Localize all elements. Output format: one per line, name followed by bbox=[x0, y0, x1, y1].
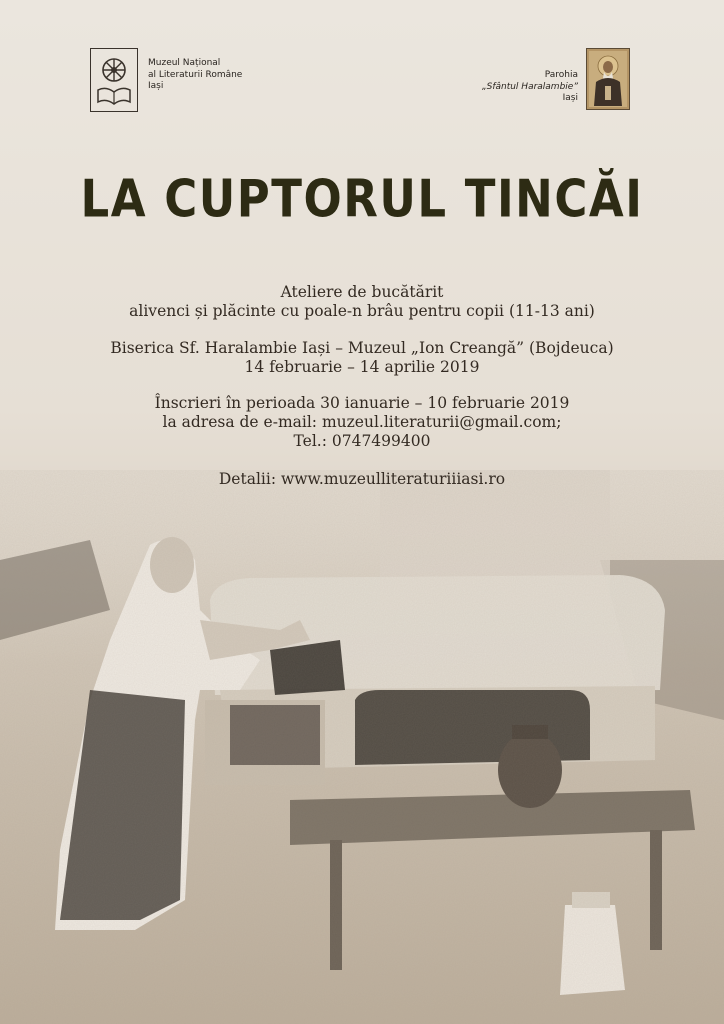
dates-line: 14 februarie – 14 aprilie 2019 bbox=[244, 358, 480, 376]
parish-name-line: Iași bbox=[562, 93, 578, 103]
museum-name-line: Iași bbox=[148, 81, 164, 91]
details-link[interactable]: Detalii: www.muzeulliteraturiiiasi.ro bbox=[218, 470, 506, 488]
workshop-description bbox=[0, 283, 724, 321]
poster-title: LA CUPTORUL TINCĂI bbox=[80, 168, 644, 229]
parish-name-line: „Sfântul Haralambie” bbox=[481, 81, 578, 92]
museum-book-sun-icon bbox=[90, 48, 138, 112]
registration-info bbox=[0, 394, 724, 451]
parish-logo bbox=[410, 48, 630, 112]
workshop-line: Ateliere de bucătărit bbox=[280, 283, 444, 301]
saint-icon bbox=[586, 48, 630, 110]
museum-name bbox=[148, 58, 308, 93]
email-line[interactable]: la adresa de e-mail: muzeul.literaturii@gmail.com; bbox=[162, 413, 562, 431]
venue-and-dates bbox=[0, 339, 724, 377]
phone-line[interactable]: Tel.: 0747499400 bbox=[293, 432, 431, 450]
museum-logo bbox=[90, 48, 310, 112]
registration-line: Înscrieri în perioada 30 ianuarie – 10 februarie 2019 bbox=[154, 394, 570, 412]
parish-name-line: Parohia bbox=[544, 70, 578, 80]
parish-name bbox=[418, 70, 578, 105]
workshop-line: alivenci și plăcinte cu poale-n brâu pentru copii (11-13 ani) bbox=[129, 302, 595, 320]
museum-name-line: al Literaturii Române bbox=[148, 69, 243, 80]
museum-name-line: Muzeul Național bbox=[148, 58, 221, 68]
venue-line: Biserica Sf. Haralambie Iași – Muzeul „Ion Creangă” (Bojdeuca) bbox=[110, 339, 614, 357]
